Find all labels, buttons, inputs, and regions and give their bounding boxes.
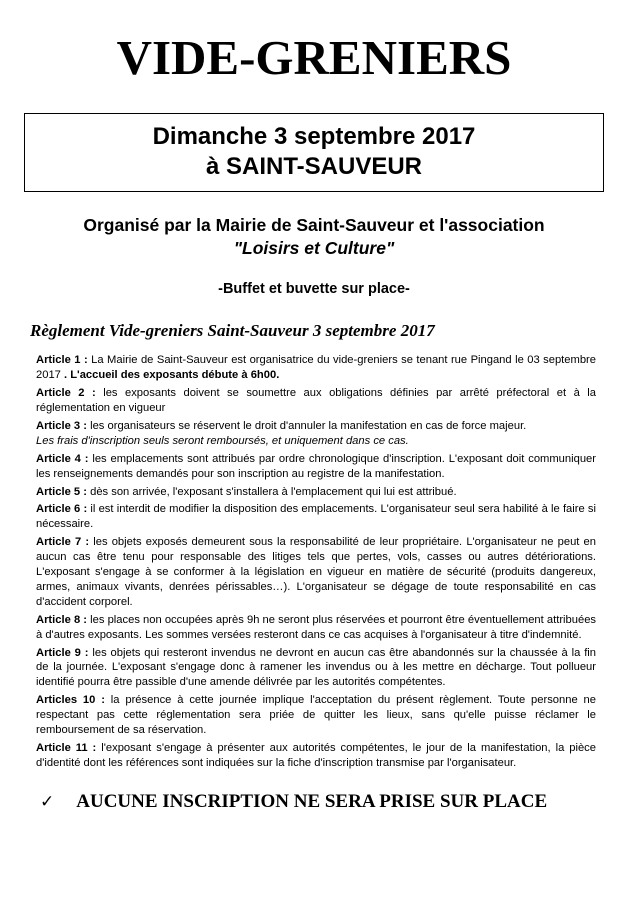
rule-text: les objets exposés demeurent sous la responsabilité de leur propriétaire. L'organisateur ne peut en aucun cas être tenu pour responsable des litiges tels que pertes, vols, casses ou autres détériorations. L'exposant s'engage à se conformer à la législation en vigueur en matière de sécurité (produits dangereux, armes, animaux vivants, denrées périssables…). L'organisateur se dégage de toute responsabilité en cas d'accident corporel. <box>36 536 597 608</box>
rule-article-2 <box>36 386 596 416</box>
date-box <box>24 113 604 192</box>
rule-label: Article 5 : <box>36 485 87 498</box>
event-date: Dimanche 3 septembre 2017 <box>152 123 476 151</box>
rule-text: il est interdit de modifier la disposition des emplacements. L'organisateur seul sera habilité à le faire si nécessaire. <box>36 503 596 531</box>
rule-label: Article 9 : <box>36 646 89 659</box>
rule-text: les organisateurs se réservent le droit d'annuler la manifestation en cas de force majeur. <box>86 420 527 433</box>
checkmark-icon: ✓ <box>40 791 55 811</box>
rule-label: Article 4 : <box>36 452 89 465</box>
rules-title: Règlement Vide-greniers Saint-Sauveur 3 septembre 2017 <box>30 321 435 341</box>
rule-text: les emplacements sont attribués par ordre chronologique d'inscription. L'exposant doit communiquer les renseignements demandés pour son inscription au registre de la manifestation. <box>36 452 597 480</box>
rule-text: dès son arrivée, l'exposant s'installera à l'emplacement qui lui est attribué. <box>86 485 457 498</box>
event-location: à SAINT-SAUVEUR <box>205 152 423 180</box>
rule-article-5 <box>36 485 596 500</box>
rule-bold-tail: . L'accueil des exposants débute à 6h00. <box>60 369 280 382</box>
rule-article-10 <box>36 693 596 738</box>
rule-article-7 <box>36 535 596 609</box>
organizer-line: Organisé par la Mairie de Saint-Sauveur et l'association <box>83 214 545 235</box>
rule-text: La Mairie de Saint-Sauveur est organisatrice du vide-greniers se tenant rue Pingand le 03 septembre 2017 <box>36 354 597 382</box>
rule-text: les places non occupées après 9h ne seront plus réservées et pourront être éventuellement attribuées à d'autres exposants. Les sommes versées resteront dans ce cas acquises à l'organisateur à titre d'indemnité. <box>36 613 597 641</box>
organizer-association: "Loisirs et Culture" <box>233 237 395 258</box>
rule-label: Article 11 : <box>36 741 97 754</box>
buffet-note: -Buffet et buvette sur place- <box>218 281 410 298</box>
footer-notice-text: AUCUNE INSCRIPTION NE SERA PRISE SUR PLACE <box>76 790 548 812</box>
rule-article-8 <box>36 613 596 643</box>
rule-text: les objets qui resteront invendus ne devront en aucun cas être abandonnés sur la chaussée à la fin de la journée. L'exposant s'engage donc à ramener les invendus ou à les mettre en décharge. Tout pollueur identifié pourra être passible d'une amende délivrée par les autorités compétentes. <box>36 646 597 689</box>
page-title: VIDE-GRENIERS <box>116 30 512 85</box>
rule-label: Article 2 : <box>36 387 96 400</box>
rule-label: Article 6 : <box>36 503 88 516</box>
rule-article-3 <box>36 419 596 449</box>
rule-label: Article 1 : <box>36 354 88 367</box>
rule-article-6 <box>36 502 596 532</box>
rule-text: l'exposant s'engage à présenter aux autorités compétentes, le jour de la manifestation, la pièce d'identité dont les références sont indiquées sur la fiche d'inscription transmise par l'organisateur. <box>36 741 596 769</box>
rule-article-9 <box>36 646 596 691</box>
rule-italic-tail: Les frais d'inscription seuls seront remboursés, et uniquement dans ce cas. <box>36 434 409 447</box>
organizer-block <box>20 214 608 260</box>
rule-article-11 <box>36 741 596 771</box>
rule-label: Article 3 : <box>36 420 87 433</box>
rule-label: Articles 10 : <box>36 694 105 707</box>
footer-notice <box>40 791 614 813</box>
rule-article-1 <box>36 353 596 383</box>
rule-text: les exposants doivent se soumettre aux obligations définies par arrêté préfectoral et à la réglementation en vigueur <box>36 387 596 415</box>
flyer-page <box>0 32 628 924</box>
rule-text: la présence à cette journée implique l'acceptation du présent règlement. Toute personne ne respectant pas cette réglementation sera priée de quitter les lieux, sans qu'elle puisse réclamer le remboursement de sa réservation. <box>36 694 596 736</box>
rules-list <box>36 353 596 770</box>
rule-label: Article 8 : <box>36 613 88 626</box>
rule-label: Article 7 : <box>36 536 90 549</box>
rule-article-4 <box>36 452 596 482</box>
